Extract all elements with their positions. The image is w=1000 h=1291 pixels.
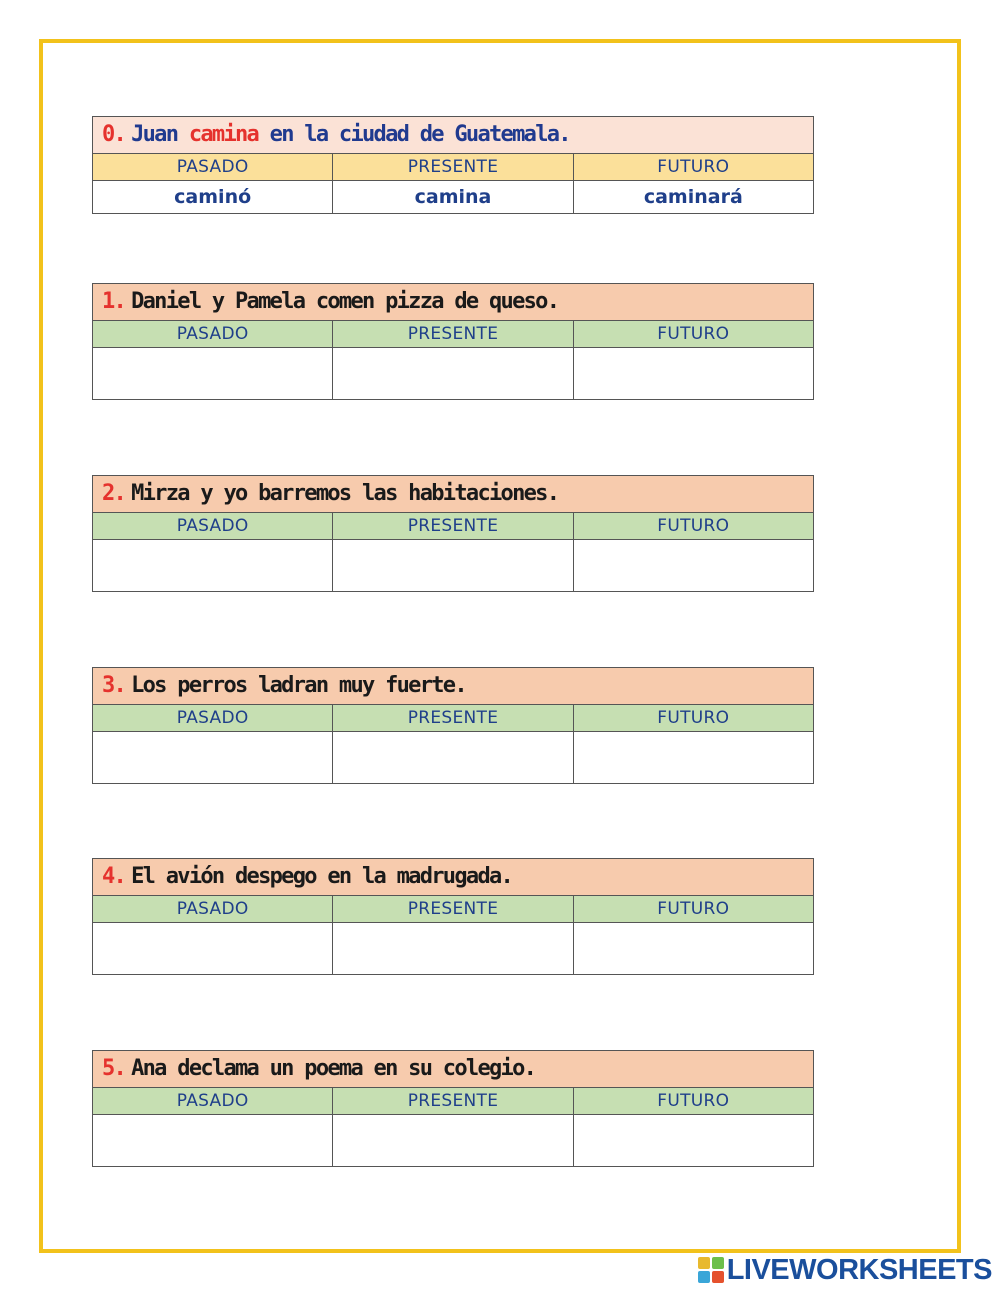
header-futuro: FUTURO: [573, 513, 813, 539]
answer-presente-input[interactable]: [332, 732, 572, 783]
example-sentence-after: en la ciudad de Guatemala.: [258, 122, 570, 147]
header-pasado: PASADO: [176, 1091, 249, 1111]
example-sentence: [93, 117, 813, 154]
answer-presente: camina: [332, 181, 572, 213]
answer-pasado-input[interactable]: [93, 348, 332, 399]
answer-pasado: caminó: [93, 181, 332, 213]
exercise-sentence: [93, 859, 813, 896]
header-presente: PRESENTE: [332, 321, 572, 347]
answer-presente-input[interactable]: [332, 923, 572, 974]
answer-futuro-input[interactable]: [573, 732, 813, 783]
header-presente: PRESENTE: [332, 896, 572, 922]
exercise-text: Daniel y Pamela comen pizza de queso.: [131, 289, 559, 314]
tense-header-row: [93, 513, 813, 540]
exercise-text: Los perros ladran muy fuerte.: [131, 673, 466, 698]
exercise-table: [92, 858, 814, 975]
answer-futuro-input[interactable]: [573, 540, 813, 591]
tense-header-row: [93, 321, 813, 348]
header-presente: PRESENTE: [332, 705, 572, 731]
answer-futuro-input[interactable]: [573, 1115, 813, 1166]
header-presente: PRESENTE: [332, 154, 572, 180]
exercise-text: Ana declama un poema en su colegio.: [131, 1056, 536, 1081]
answer-futuro: caminará: [573, 181, 813, 213]
answer-futuro-input[interactable]: [573, 923, 813, 974]
exercise-sentence: [93, 284, 813, 321]
brand-name: LIVEWORKSHEETS: [726, 1253, 992, 1286]
header-pasado: PASADO: [176, 516, 249, 536]
tense-header-row: [93, 154, 813, 181]
answer-row: [93, 540, 813, 592]
answer-row: [93, 1115, 813, 1167]
answer-futuro-input[interactable]: [573, 348, 813, 399]
answer-pasado-input[interactable]: [93, 923, 332, 974]
example-table: [92, 116, 814, 214]
exercise-table: [92, 283, 814, 400]
answer-row: [93, 348, 813, 400]
example-number: 0.: [102, 122, 126, 147]
header-pasado: PASADO: [176, 708, 249, 728]
tense-header-row: [93, 896, 813, 923]
liveworksheets-brand[interactable]: [698, 1254, 992, 1286]
exercise-number: 2.: [102, 481, 126, 506]
exercise-text: Mirza y yo barremos las habitaciones.: [131, 481, 559, 506]
exercise-number: 3.: [102, 673, 126, 698]
example-sentence-before: Juan: [131, 122, 189, 147]
exercise-number: 5.: [102, 1056, 126, 1081]
answer-pasado-input[interactable]: [93, 732, 332, 783]
exercise-number: 4.: [102, 864, 126, 889]
tense-header-row: [93, 705, 813, 732]
header-futuro: FUTURO: [573, 705, 813, 731]
header-pasado: PASADO: [176, 899, 249, 919]
exercise-table: [92, 1050, 814, 1167]
answer-row: [93, 923, 813, 975]
header-futuro: FUTURO: [573, 154, 813, 180]
liveworksheets-logo-icon: [698, 1257, 724, 1283]
header-pasado: PASADO: [176, 324, 249, 344]
answer-row: [93, 732, 813, 784]
answer-presente-input[interactable]: [332, 540, 572, 591]
answer-pasado-input[interactable]: [93, 1115, 332, 1166]
answer-pasado-input[interactable]: [93, 540, 332, 591]
header-futuro: FUTURO: [573, 1088, 813, 1114]
exercise-table: [92, 667, 814, 784]
answer-presente-input[interactable]: [332, 348, 572, 399]
exercise-table: [92, 475, 814, 592]
exercise-text: El avión despego en la madrugada.: [131, 864, 513, 889]
header-presente: PRESENTE: [332, 1088, 572, 1114]
example-answer-row: [93, 181, 813, 214]
header-futuro: FUTURO: [573, 896, 813, 922]
exercise-sentence: [93, 476, 813, 513]
answer-presente-input[interactable]: [332, 1115, 572, 1166]
exercise-sentence: [93, 668, 813, 705]
header-presente: PRESENTE: [332, 513, 572, 539]
tense-header-row: [93, 1088, 813, 1115]
exercise-sentence: [93, 1051, 813, 1088]
exercise-number: 1.: [102, 289, 126, 314]
example-verb: camina: [188, 122, 259, 147]
header-pasado: PASADO: [176, 157, 249, 177]
header-futuro: FUTURO: [573, 321, 813, 347]
